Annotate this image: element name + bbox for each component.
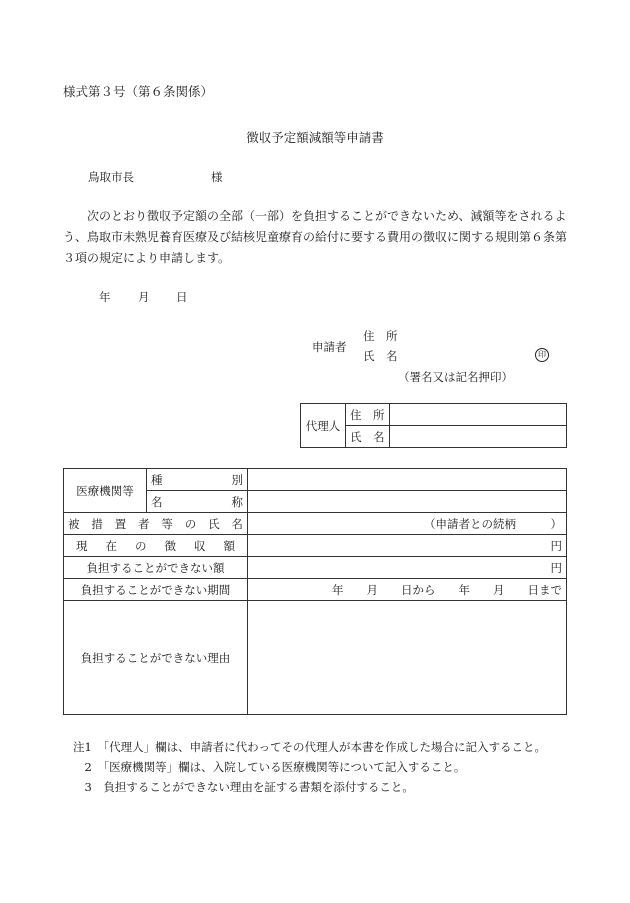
note-2: 2 「医療機関等」欄は、入院している医療機関等について記入すること。 <box>73 760 466 774</box>
agent-address-field[interactable] <box>389 404 567 426</box>
current-char: 在 <box>105 538 117 553</box>
institution-type-field[interactable] <box>248 469 567 491</box>
agent-address-label: 住 所 <box>346 404 390 426</box>
seal-mark: 印 <box>535 348 549 362</box>
patient-char: 氏 <box>208 516 220 531</box>
institution-type-label <box>147 469 248 491</box>
current-amount-field[interactable] <box>248 535 567 557</box>
current-amount-label <box>64 535 248 557</box>
addressee-name: 鳥取市長 <box>88 170 134 184</box>
current-char: 現 <box>76 538 88 553</box>
reason-field[interactable] <box>248 601 567 715</box>
applicant-address-label: 住 所 <box>363 329 398 343</box>
current-char: 額 <box>223 538 235 553</box>
addressee-suffix: 様 <box>211 170 223 184</box>
name-char-2: 称 <box>231 494 243 509</box>
document-title: 徴収予定額減額等申請書 <box>246 130 384 145</box>
main-table <box>63 468 567 715</box>
applicant-label: 申請者 <box>312 340 347 354</box>
note-3: 3 負担することができない理由を証する書類を添付すること。 <box>73 780 414 794</box>
unpayable-amount-field[interactable] <box>248 557 567 579</box>
patient-char: 被 <box>68 516 80 531</box>
current-char: 収 <box>194 538 206 553</box>
unpayable-period-field[interactable] <box>248 579 567 601</box>
addressee <box>88 169 223 185</box>
note-1: 注1 「代理人」欄は、申請者に代わってその代理人が本書を作成した場合に記入すること。 <box>73 740 546 754</box>
notes <box>73 737 546 797</box>
date-day: 日 <box>176 290 188 304</box>
patient-char: の <box>184 516 197 531</box>
yen-unit: 円 <box>550 560 562 575</box>
applicant-signature-note: （署名又は記名押印） <box>398 370 513 384</box>
agent-label: 代理人 <box>301 404 346 448</box>
period-value: 年 月 日から 年 月 日まで <box>332 582 562 597</box>
institution-name-field[interactable] <box>248 491 567 513</box>
applicant-name-label: 氏 名 <box>363 349 398 363</box>
patient-char: 等 <box>161 516 173 531</box>
relation-note: （申請者との続柄 ） <box>424 516 562 531</box>
agent-name-field[interactable] <box>389 426 567 448</box>
yen-unit: 円 <box>550 538 562 553</box>
agent-name-label: 氏 名 <box>346 426 390 448</box>
patient-char: 名 <box>231 516 243 531</box>
patient-name-field[interactable] <box>248 513 567 535</box>
unpayable-amount-label: 負担することができない額 <box>64 557 248 579</box>
type-char-1: 種 <box>151 472 163 487</box>
name-char-1: 名 <box>151 494 163 509</box>
patient-char: 者 <box>138 516 150 531</box>
date-year: 年 <box>99 290 111 304</box>
body-text: 次のとおり徴収予定額の全部（一部）を負担することができないため、減額等をされるよう、鳥取市未熟児養育医療及び結核児童療育の給付に要する費用の徴収に関する規則第６条第３項の規定により申請します。 <box>63 209 568 265</box>
patient-char: 置 <box>114 516 127 531</box>
institution-label: 医療機関等 <box>64 469 147 513</box>
patient-name-label <box>64 513 248 535</box>
unpayable-period-label: 負担することができない期間 <box>64 579 248 601</box>
current-char: の <box>135 538 147 553</box>
agent-table <box>300 403 567 448</box>
patient-char: 措 <box>91 516 103 531</box>
form-number: 様式第３号（第６条関係） <box>63 84 214 99</box>
date-month: 月 <box>138 290 150 304</box>
reason-label: 負担することができない理由 <box>64 601 248 715</box>
institution-name-label <box>147 491 248 513</box>
type-char-2: 別 <box>231 472 243 487</box>
current-char: 徴 <box>164 538 176 553</box>
